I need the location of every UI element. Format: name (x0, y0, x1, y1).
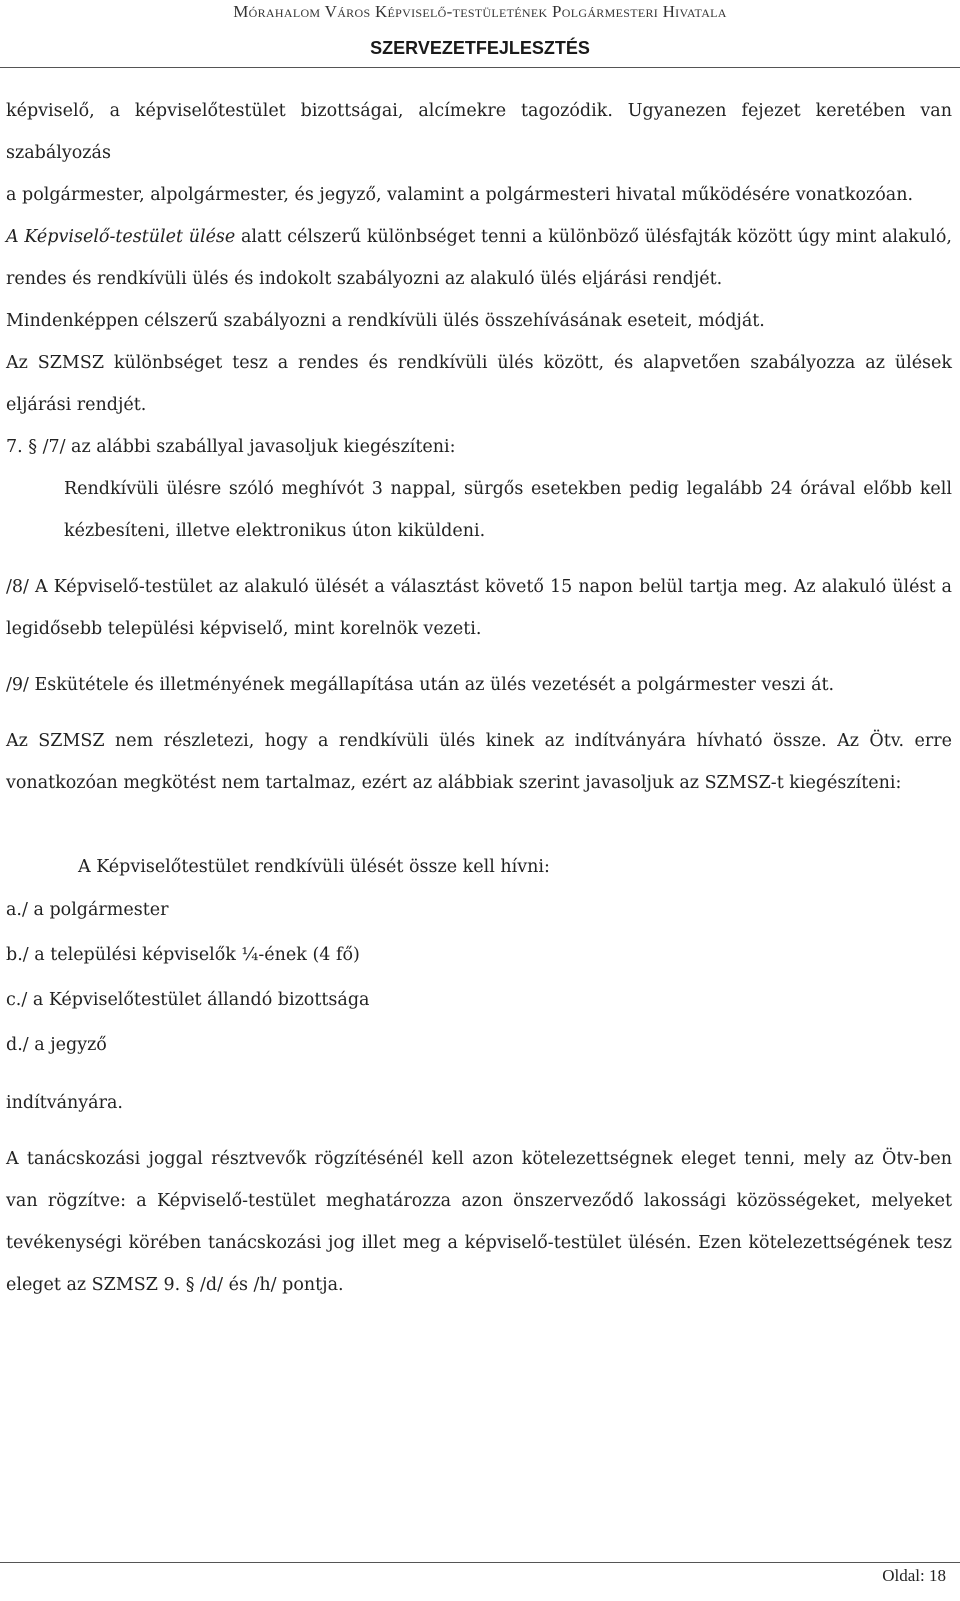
paragraph-1: képviselő, a képviselőtestület bizottságai, alcímekre tagozódik. Ugyanezen fejezet keretében van szabályozás (6, 101, 952, 163)
list-item-c: c./ a Képviselőtestület állandó bizottsága (6, 990, 370, 1010)
spacer (6, 1124, 952, 1138)
header-title: SZERVEZETFEJLESZTÉS (370, 38, 590, 58)
header-divider (0, 67, 960, 68)
paragraph-12: indítványára. (6, 1093, 123, 1113)
header-institution: Mórahalom Város Képviselő-testületének Polgármesteri Hivatala (233, 2, 727, 21)
paragraph-5: Az SZMSZ különbséget tesz a rendes és rendkívüli ülés között, és alapvetően szabályozza az ülések eljárási rendjét. (6, 353, 952, 415)
paragraph-3-italic: A Képviselő-testület ülése (6, 227, 236, 247)
footer-divider (0, 1562, 960, 1563)
paragraph-4: Mindenképpen célszerű szabályozni a rendkívüli ülés összehívásának eseteit, módját. (6, 311, 765, 331)
spacer (6, 650, 952, 664)
page-number: Oldal: 18 (882, 1566, 946, 1585)
spacer (6, 1068, 952, 1082)
spacer (6, 706, 952, 720)
list-item-a: a./ a polgármester (6, 900, 169, 920)
paragraph-3 (6, 216, 952, 300)
paragraph-13: A tanácskozási joggal résztvevők rögzítésénél kell azon kötelezettségnek eleget tenni, mely az Ötv-ben van rögzítve: a Képviselő-testület meghatározza azon önszerveződő lakossági közösségeket, melyeket tevékenységi körében tanácskozási jog illet meg a képviselő-testület ülésén. Ezen kötelezettségének tesz eleget az SZMSZ 9. § /d/ és /h/ pontja. (6, 1149, 952, 1295)
document-body (6, 90, 952, 1306)
list-item-d: d./ a jegyző (6, 1035, 107, 1055)
paragraph-3-text: alatt célszerű különbséget tenni a különböző ülésfajták között úgy mint alakuló, rendes és rendkívüli ülés és indokolt szabályozni az alakuló ülés eljárási rendjét. (6, 227, 952, 289)
list-item-b: b./ a települési képviselők ¼-ének (4 fő) (6, 945, 360, 965)
paragraph-2: a polgármester, alpolgármester, és jegyző, valamint a polgármesteri hivatal működésére vonatkozóan. (6, 185, 914, 205)
paragraph-9: /9/ Eskütétele és illetményének megállapítása után az ülés vezetését a polgármester veszi át. (6, 675, 835, 695)
paragraph-11: A Képviselőtestület rendkívüli ülését össze kell hívni: (78, 857, 550, 877)
spacer (6, 804, 952, 846)
paragraph-6: 7. § /7/ az alábbi szabállyal javasoljuk kiegészíteni: (6, 437, 456, 457)
spacer (6, 552, 952, 566)
paragraph-7: Rendkívüli ülésre szóló meghívót 3 nappal, sürgős esetekben pedig legalább 24 órával előbb kell kézbesíteni, illetve elektronikus úton kiküldeni. (64, 479, 952, 541)
paragraph-8: /8/ A Képviselő-testület az alakuló ülését a választást követő 15 napon belül tartja meg. Az alakuló ülést a legidősebb települési képviselő, mint korelnök vezeti. (6, 577, 952, 639)
paragraph-10: Az SZMSZ nem részletezi, hogy a rendkívüli ülés kinek az indítványára hívható össze. Az Ötv. erre vonatkozóan megkötést nem tartalmaz, ezért az alábbiak szerint javasoljuk az SZMSZ-t kiegészíteni: (6, 731, 952, 793)
